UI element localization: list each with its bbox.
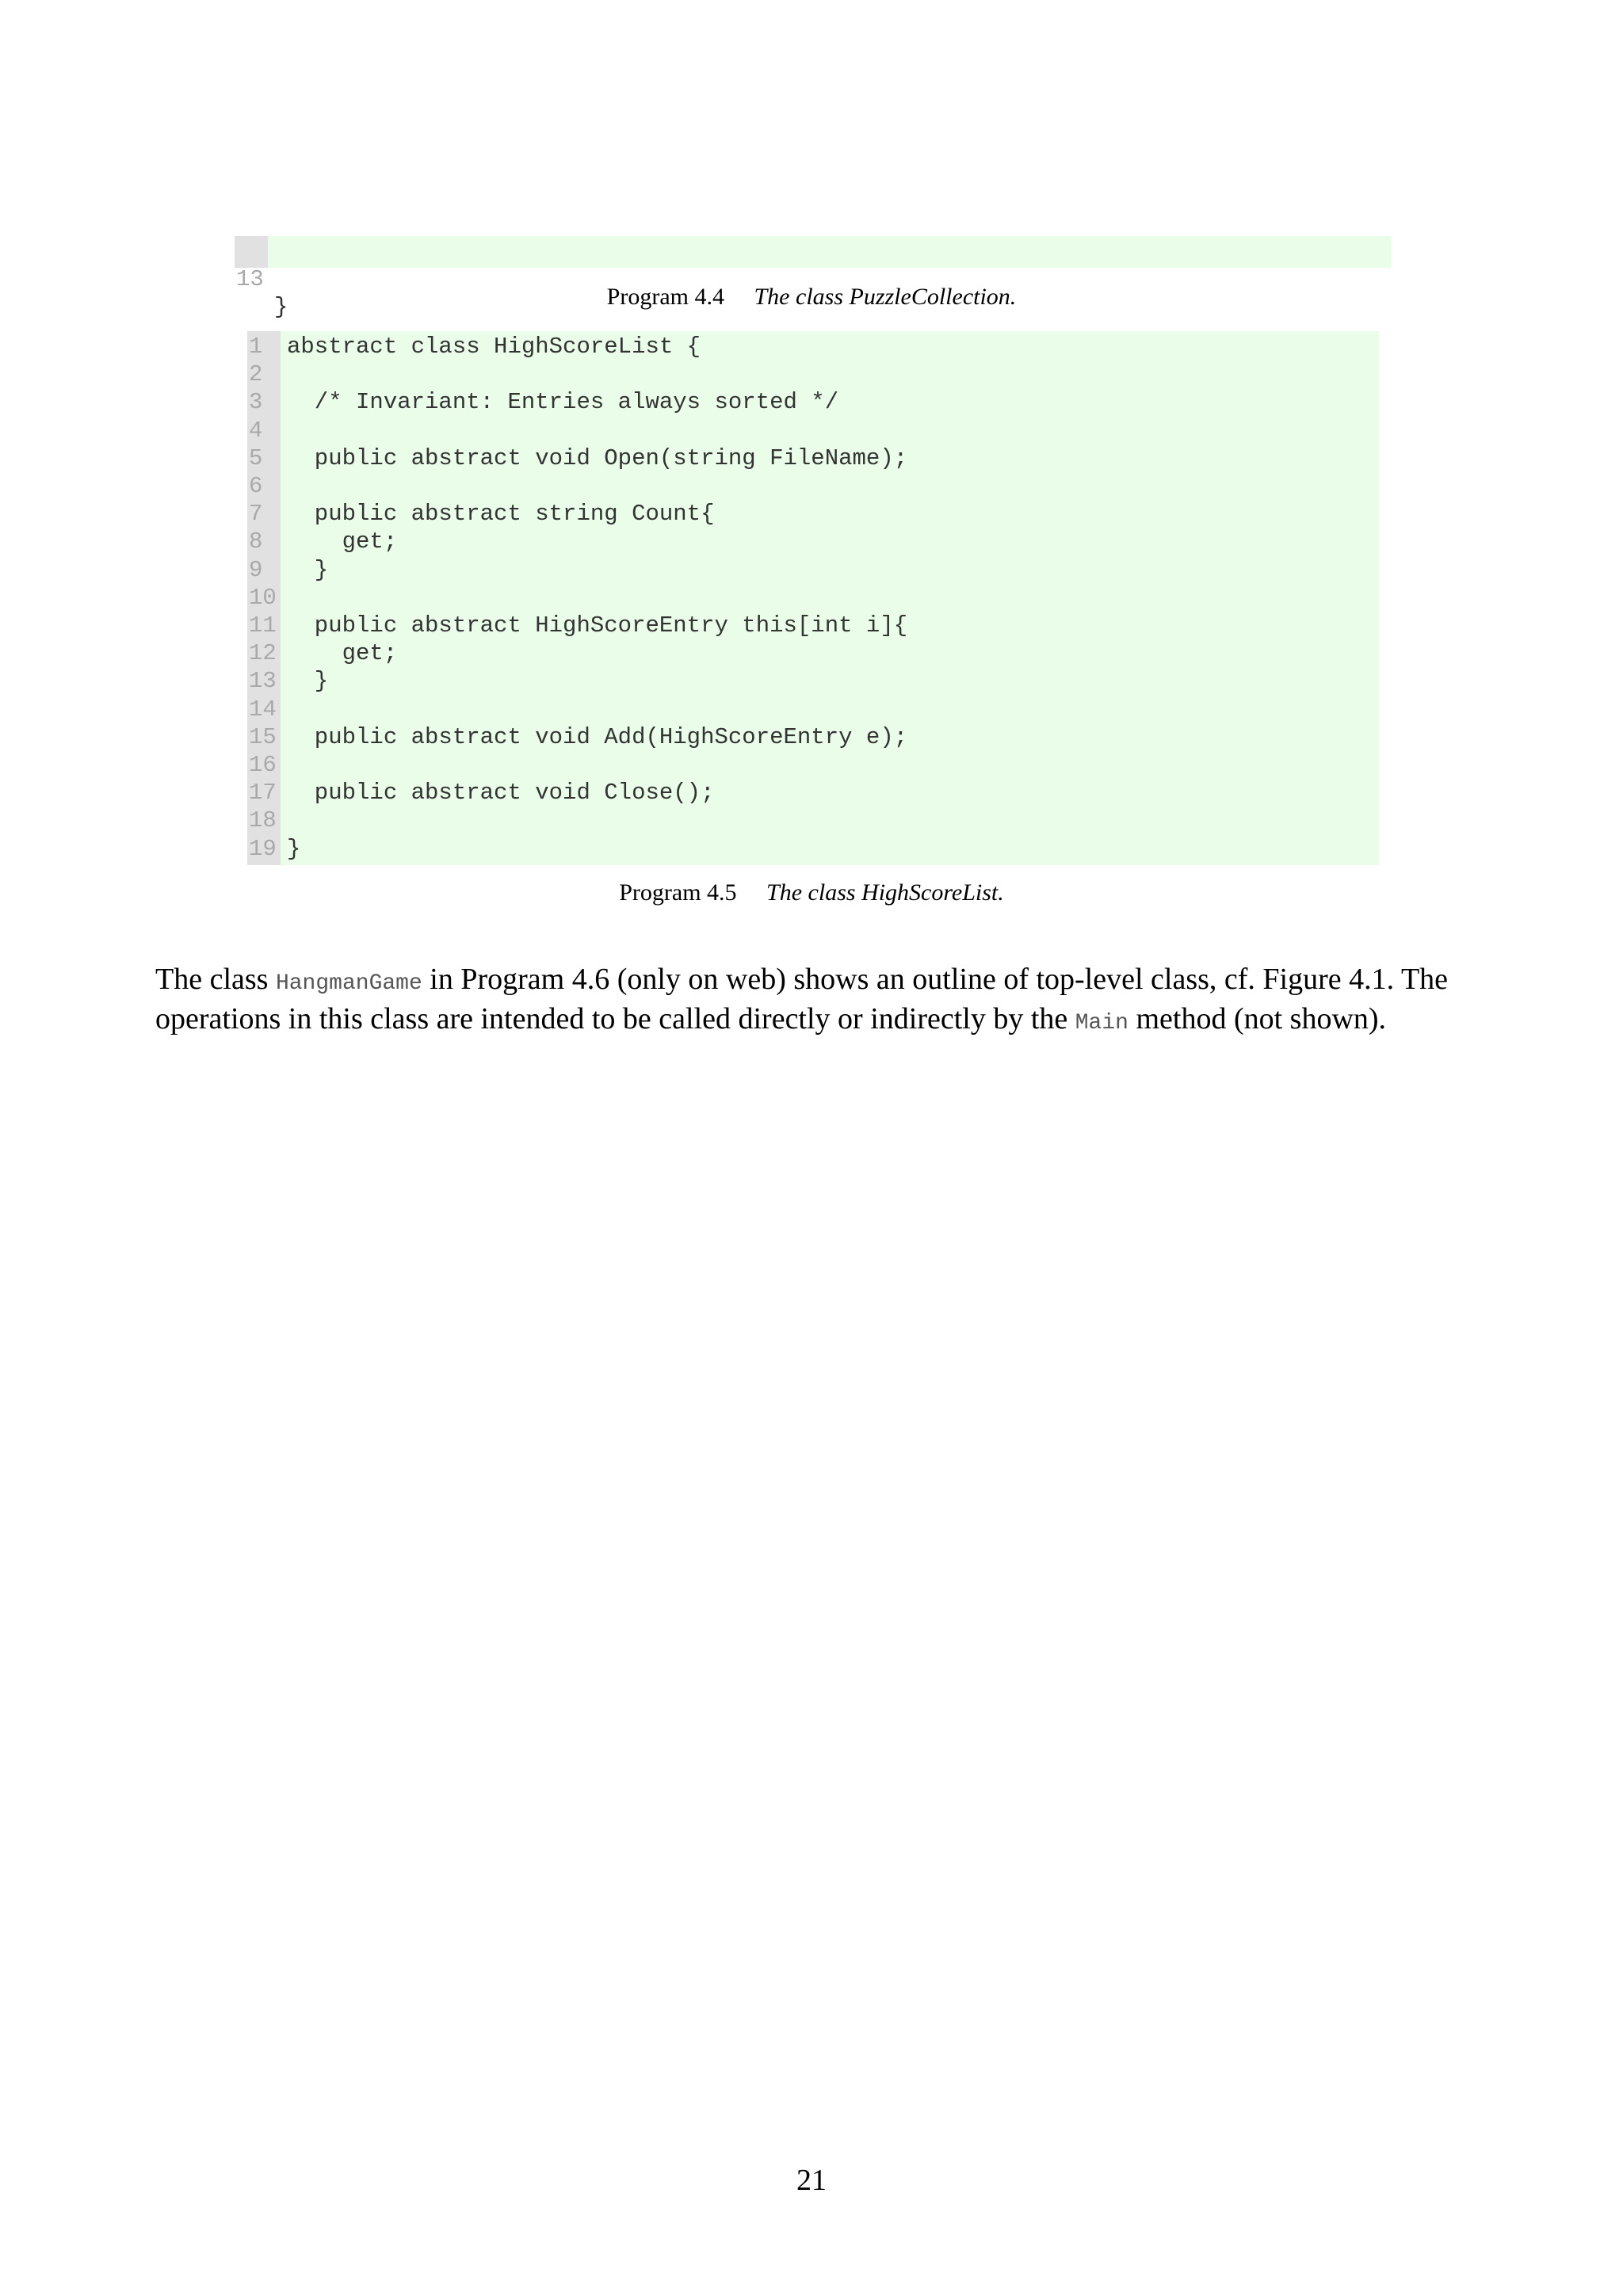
program-caption-4-5: [0, 879, 1623, 906]
code-line: [247, 835, 1379, 863]
line-number: 18: [249, 807, 277, 834]
code-line: [247, 388, 1379, 416]
caption-number: Program 4.5: [619, 879, 737, 906]
line-number: 9: [249, 556, 263, 583]
code-text: }: [287, 835, 301, 862]
code-line: [247, 584, 1379, 612]
code-line: [247, 667, 1379, 695]
line-number: 6: [249, 473, 263, 499]
line-number: 7: [249, 501, 263, 528]
line-number: 19: [249, 835, 277, 862]
code-text: abstract class HighScoreList {: [287, 334, 701, 360]
paragraph-text: in Program 4.6 (only on web) shows an outline of top-level class, cf. Figure 4.1. The: [422, 963, 1449, 996]
line-number: 14: [249, 696, 277, 723]
code-text: get;: [287, 640, 398, 667]
line-number: 8: [249, 528, 263, 555]
caption-title: The class PuzzleCollection.: [754, 284, 1017, 310]
code-line: [247, 472, 1379, 500]
code-line: [247, 444, 1379, 472]
line-number: 10: [249, 584, 277, 611]
code-line: [247, 333, 1379, 360]
code-line: [247, 639, 1379, 667]
paragraph-line: [155, 962, 1471, 1001]
caption-title: The class HighScoreList.: [766, 879, 1004, 906]
code-line: [247, 779, 1379, 807]
code-text: get;: [287, 528, 398, 555]
line-number: 5: [249, 444, 263, 471]
code-text: public abstract void Add(HighScoreEntry e);: [287, 723, 908, 750]
inline-code-main: Main: [1075, 1011, 1128, 1035]
code-text: /* Invariant: Entries always sorted */: [287, 389, 839, 416]
paragraph-text: method (not shown).: [1128, 1002, 1387, 1035]
paragraph-text: The class: [155, 963, 276, 996]
line-number: 1: [249, 334, 263, 360]
inline-code-hangmangame: HangmanGame: [275, 971, 422, 996]
code-line: [247, 556, 1379, 584]
code-line: [247, 612, 1379, 639]
code-text: }: [287, 556, 329, 583]
line-number: 17: [249, 780, 277, 807]
body-paragraph: [155, 962, 1471, 1041]
line-number: 4: [249, 417, 263, 444]
code-line: [247, 807, 1379, 834]
line-number: 15: [249, 723, 277, 750]
code-text: public abstract string Count{: [287, 501, 715, 528]
program-caption-4-4: [0, 284, 1623, 311]
line-number: 3: [249, 389, 263, 416]
line-number: 13: [249, 668, 277, 695]
code-line: [247, 751, 1379, 779]
code-line: [247, 723, 1379, 751]
caption-number: Program 4.4: [606, 284, 724, 310]
code-listing-highscorelist: [247, 331, 1379, 865]
line-number: 13: [236, 266, 264, 293]
paragraph-text: operations in this class are intended to be called directly or indirectly by the: [155, 1002, 1075, 1035]
code-text: public abstract HighScoreEntry this[int i]{: [287, 612, 908, 639]
code-text: }: [287, 668, 329, 695]
code-line: [247, 417, 1379, 444]
code-text: public abstract void Close();: [287, 780, 715, 807]
code-text: }: [274, 294, 288, 321]
paragraph-line: [155, 1001, 1471, 1041]
code-line: [247, 528, 1379, 555]
code-text: public abstract void Open(string FileName);: [287, 444, 908, 471]
page-number: 21: [796, 2164, 827, 2197]
line-number: 11: [249, 612, 277, 639]
line-number: 2: [249, 361, 263, 388]
code-line: [247, 696, 1379, 723]
code-line: [247, 500, 1379, 528]
line-number: 12: [249, 640, 277, 667]
code-line: [247, 360, 1379, 388]
line-number: 16: [249, 752, 277, 778]
